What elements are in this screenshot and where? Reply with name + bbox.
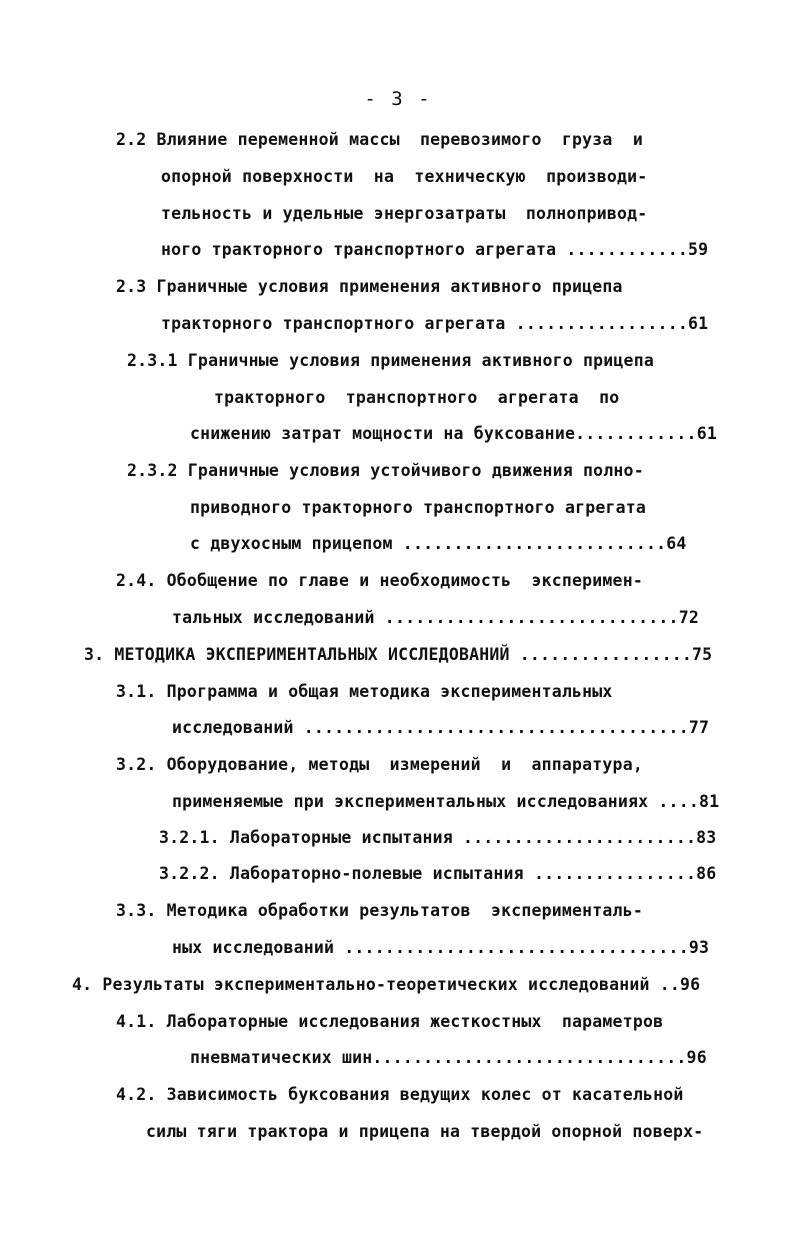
toc-line: 2.4. Обобщение по главе и необходимость эксперимен-	[116, 571, 643, 590]
toc-line: 3.2. Оборудование, методы измерений и аппаратура,	[116, 755, 643, 774]
toc-line: с двухосным прицепом ..........................64	[190, 534, 687, 553]
toc-line: 2.3.2 Граничные условия устойчивого движения полно-	[127, 461, 644, 480]
toc-line: пневматических шин...............................96	[190, 1048, 707, 1067]
toc-line: 2.3.1 Граничные условия применения активного прицепа	[127, 351, 654, 370]
toc-line: исследований ......................................77	[172, 718, 710, 737]
toc-line: 4.1. Лабораторные исследования жесткостных параметров	[116, 1012, 664, 1031]
toc-line: 3.1. Программа и общая методика экспериментальных	[116, 682, 613, 701]
toc-line: тракторного транспортного агрегата .................61	[161, 314, 709, 333]
toc-line: снижению затрат мощности на буксование............61	[190, 424, 717, 443]
toc-line: силы тяги трактора и прицепа на твердой опорной поверх-	[146, 1122, 704, 1141]
toc-line: 3.2.2. Лабораторно-полевые испытания ................86	[159, 864, 717, 883]
toc-line: ного тракторного транспортного агрегата ............59	[161, 240, 709, 259]
toc-line: 4. Результаты экспериментально-теоретических исследований ..96	[72, 975, 701, 994]
toc-line: 3. МЕТОДИКА ЭКСПЕРИМЕНТАЛЬНЫХ ИССЛЕДОВАНИЙ .................75	[84, 645, 713, 664]
toc-line: тальных исследований .............................72	[172, 608, 699, 627]
toc-line: тракторного транспортного агрегата по	[214, 388, 620, 407]
toc-line: тельность и удельные энергозатраты полнопривод-	[161, 204, 648, 223]
toc-line: 3.2.1. Лабораторные испытания .......................83	[159, 828, 717, 847]
toc-line: 4.2. Зависимость буксования ведущих колес от касательной	[116, 1085, 684, 1104]
toc-line: ных исследований ..................................93	[172, 938, 710, 957]
toc-line: 3.3. Методика обработки результатов эксперименталь-	[116, 901, 643, 920]
page-number: - 3 -	[364, 88, 432, 110]
toc-line: применяемые при экспериментальных исследованиях ....81	[172, 792, 720, 811]
toc-line: 2.2 Влияние переменной массы перевозимого груза и	[116, 130, 643, 149]
toc-line: приводного тракторного транспортного агрегата	[190, 498, 647, 517]
toc-line: 2.3 Граничные условия применения активного прицепа	[116, 277, 623, 296]
toc-line: опорной поверхности на техническую производи-	[161, 167, 648, 186]
